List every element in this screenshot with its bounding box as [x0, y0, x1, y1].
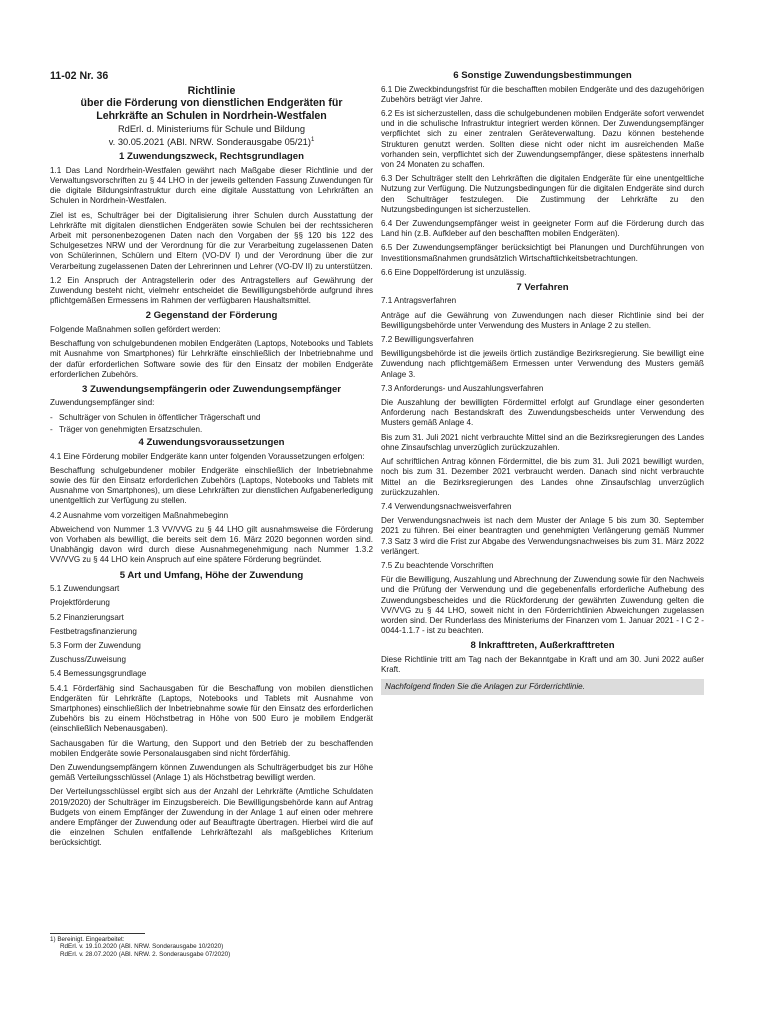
paragraph: 7.5 Zu beachtende Vorschriften	[381, 560, 494, 570]
paragraph: 5.4 Bemessungsgrundlage	[50, 669, 147, 679]
paragraph: 7.1 Antragsverfahren	[381, 296, 457, 306]
paragraph: 1.2 Ein Anspruch der Antragstellerin oder des Antragstellers auf Gewährung der Zuwendung besteht nicht, vielmehr entscheidet die Bewilligungsbehörde aufgrund ihres pflichtgemäßen Ermessens im Rahmen der verfügbaren Haushaltsmittel.	[50, 275, 373, 306]
paragraph: 5.3 Form der Zuwendung	[50, 640, 141, 650]
subtitle-line: RdErl. d. Ministeriums für Schule und Bildung	[117, 124, 306, 135]
paragraph: Abweichend von Nummer 1.3 VV/VVG zu § 44 LHO gilt ausnahmsweise die Förderung von Vorhaben als bewilligt, die bereits seit dem 16. März 2020 begonnen worden sind. Unabhängig davon wird durch diese Ausnahmegenehmigung nach Nummer 1.3.2 VV/VVG zu § 44 LHO kein Anspruch auf eine spätere Förderung begründet.	[50, 524, 373, 565]
section-heading: 4 Zuwendungsvoraussetzungen	[138, 437, 285, 449]
footnote-line: RdErl. v. 28.07.2020 (ABl. NRW. 2. Sonderausgabe 07/2020)	[60, 950, 231, 958]
paragraph: 6.1 Die Zweckbindungsfrist für die beschafften mobilen Endgeräte und des dazugehörigen Zubehörs beträgt vier Jahre.	[381, 84, 704, 104]
paragraph: Festbetragsfinanzierung	[50, 626, 137, 636]
section-heading: 5 Art und Umfang, Höhe der Zuwendung	[119, 569, 304, 581]
paragraph: Die Auszahlung der bewilligten Fördermittel erfolgt auf Grundlage einer gesonderten Anforderung nach Bestandskraft des Zuwendungsbescheids unter Verwendung des Musters gemäß Anlage 4.	[381, 398, 704, 428]
section-heading: 8 Inkrafttreten, Außerkrafttreten	[470, 640, 615, 652]
paragraph: Zuwendungsempfänger sind:	[50, 398, 155, 408]
paragraph: Ziel ist es, Schulträger bei der Digitalisierung ihrer Schulen durch Ausstattung der Lehrkräfte mit digitalen dienstlichen Endgeräten sowie Schulen bei der rechtssicheren Arbeit mit personenbezogenen Daten nach den Vorgaben der §§ 120 bis 122 des Schulgesetzes NRW und der Verordnung für die zur Verarbeitung zugelassenen Daten von Schülerinnen, Schülern und Eltern (VO-DV I) und der Verordnung über die zur Verarbeitung zugelassenen Daten der Lehrerinnen und Lehrer (VO-DV II) zu unterstützen.	[50, 210, 373, 271]
paragraph: 1.1 Das Land Nordrhein-Westfalen gewährt nach Maßgabe dieser Richtlinie und der Verwaltungsvorschriften zu § 44 LHO in der jeweils geltenden Fassung Zuwendungen für die digitale Bildungsinfrastruktur durch eine digitale Ausstattung von Lehrkräften an Schulen in Nordrhein-Westfalen.	[50, 165, 373, 206]
paragraph: 7.4 Verwendungsnachweisverfahren	[381, 501, 512, 511]
annex-note-box: Nachfolgend finden Sie die Anlagen zur Förderrichtlinie.	[381, 679, 704, 695]
paragraph: Der Verwendungsnachweis ist nach dem Muster der Anlage 5 bis zum 30. September 2021 zu führen. Bei einer beantragten und genehmigten Verlängerung gemäß Nummer 7.3 Satz 3 wird die Frist zur Abgabe des Verwendungsnachweises bis zum 31. März 2022 verlängert.	[381, 516, 704, 556]
paragraph: 5.4.1 Förderfähig sind Sachausgaben für die Beschaffung von mobilen dienstlichen Endgeräten für Lehrkräfte (Laptops, Notebooks und Tablets mit Ausnahme von Smartphones) einschließlich der Inbetriebnahme sowie für den Einsatz des erforderlichen Zubehörs bis zu einem Höchstbetrag in Höhe von 500 Euro je mobilem Endgerät (einschließlich Nebenausgaben).	[50, 683, 373, 734]
paragraph: 5.1 Zuwendungsart	[50, 584, 120, 594]
paragraph: Projektförderung	[50, 598, 110, 608]
paragraph: Bis zum 31. Juli 2021 nicht verbrauchte Mittel sind an die Bezirksregierungen des Landes ohne Zinsaufschlag unverzüglich zurückzuzahlen.	[381, 432, 704, 452]
paragraph: 6.3 Der Schulträger stellt den Lehrkräften die digitalen Endgeräte für eine unentgeltliche Nutzung zur Verfügung. Die Nutzungsbedingungen für die digitalen Endgeräte sind durch den Schulträger festzulegen. Die Zustimmung der Lehrkräfte zu den Nutzungsbedingungen ist sicherzustellen.	[381, 174, 704, 214]
paragraph: Diese Richtlinie tritt am Tag nach der Bekanntgabe in Kraft und am 30. Juni 2022 außer Kraft.	[381, 654, 704, 675]
footnote-divider	[50, 933, 145, 934]
paragraph: 4.1 Eine Förderung mobiler Endgeräte kann unter folgenden Voraussetzungen erfolgen:	[50, 451, 365, 461]
document-title-line: über die Förderung von dienstlichen Endgeräten für	[80, 97, 343, 110]
paragraph: 5.2 Finanzierungsart	[50, 612, 124, 622]
footnote-line: 1) Bereinigt. Eingearbeitet:	[50, 936, 125, 943]
footnote-line: RdErl. v. 19.10.2020 (ABl. NRW. Sonderausgabe 10/2020)	[60, 943, 224, 951]
paragraph: Zuschuss/Zuweisung	[50, 655, 127, 665]
paragraph: 6.2 Es ist sicherzustellen, dass die schulgebundenen mobilen Endgeräte sofort verwendet und in die schulische Infrastruktur integriert werden können. Der Zuwendungsempfänger verpflichtet sich zu einer zentralen Geräteverwaltung. Dazu können bestehende Strukturen genutzt werden. Sollten diese nicht oder nicht im ausreichenden Maße vorhanden sein, verpflichtet sich der Zuwendungsempfänger, diese spätestens innerhalb von 24 Monaten zu schaffen.	[381, 108, 704, 169]
paragraph: Beschaffung schulgebundener mobiler Endgeräte einschließlich der Inbetriebnahme sowie des für den Einsatz erforderlichen Zubehörs (Laptops, Notebooks und Tablets mit Ausnahme von Smartphones), um diese Lehrkräften zur dienstlichen Aufgabenerledigung unentgeltlich zur Verfügung zu stellen.	[50, 465, 373, 506]
issue-number: 11-02 Nr. 36	[50, 70, 109, 82]
paragraph: 7.3 Anforderungs- und Auszahlungsverfahren	[381, 383, 544, 393]
subtitle-line: v. 30.05.2021 (ABl. NRW. Sonderausgabe 05/21)	[108, 137, 311, 148]
paragraph: Folgende Maßnahmen sollen gefördert werden:	[50, 324, 221, 334]
paragraph: Der Verteilungsschlüssel ergibt sich aus der Anzahl der Lehrkräfte (Amtliche Schuldaten 2019/2020) der Schulträger im Einzugsbereich. Die Bewilligungsbehörde kann auf Antrag Budgets von einem Empfänger der Zuwendung in der Anlage 1 auf einen oder mehrere andere Empfänger der Zuwendung oder auf Beauftragte übertragen. Hierbei wird die auf die einzelnen Schulen entfallende Lehrkräftezahl als maßgebliches Kriterium berücksichtigt.	[50, 787, 373, 848]
document-title-line: Lehrkräfte an Schulen in Nordrhein-Westfalen	[96, 109, 327, 122]
paragraph: 4.2 Ausnahme vom vorzeitigen Maßnahmebeginn	[50, 510, 229, 520]
document-title-line: Richtlinie	[187, 85, 236, 97]
footnote	[50, 933, 373, 958]
right-column	[381, 70, 704, 695]
paragraph: Sachausgaben für die Wartung, den Support und den Betrieb der zu beschaffenden mobilen Endgeräte sowie Personalausgaben sind nicht förderfähig.	[50, 738, 373, 758]
list-item: - Schulträger von Schulen in öffentlicher Trägerschaft und	[50, 413, 373, 423]
section-heading: 2 Gegenstand der Förderung	[145, 310, 278, 322]
paragraph: 6.6 Eine Doppelförderung ist unzulässig.	[381, 267, 527, 277]
list-item: - Träger von genehmigten Ersatzschulen.	[50, 425, 373, 435]
section-heading: 7 Verfahren	[516, 281, 569, 293]
paragraph: 7.2 Bewilligungsverfahren	[381, 335, 474, 345]
paragraph: Anträge auf die Gewährung von Zuwendungen nach dieser Richtlinie sind bei der Bewilligungsbehörde unter Verwendung des Musters in Anlage 2 zu stellen.	[381, 310, 704, 330]
document-subtitle	[50, 124, 373, 148]
paragraph: 6.4 Der Zuwendungsempfänger weist in geeigneter Form auf die Förderung durch das Land hin (z.B. Aufkleber auf den beschafften mobilen Endgeräten).	[381, 218, 704, 239]
footnote-marker: 1	[310, 137, 315, 144]
left-column	[50, 70, 373, 853]
section-heading: 3 Zuwendungsempfängerin oder Zuwendungsempfänger	[81, 383, 342, 395]
paragraph: Auf schriftlichen Antrag können Fördermittel, die bis zum 31. Juli 2021 bewilligt wurden, noch bis zum 31. Dezember 2021 verbraucht werden. Danach sind nicht verbrauchte Mittel an die Bezirksregierungen des Landes ohne Zinsaufschlag unverzüglich zurückzuzahlen.	[381, 457, 704, 497]
paragraph: Für die Bewilligung, Auszahlung und Abrechnung der Zuwendung sowie für den Nachweis und die Prüfung der Verwendung und die gegebenenfalls erforderliche Aufhebung des Zuwendungsbescheides und die Rückforderung der gewährten Zuwendung gelten die VV/VVG zu § 44 LHO, soweit nicht in den Förderrichtlinien Abweichungen zugelassen worden sind. Der Runderlass des Ministeriums der Finanzen vom 1. Januar 2021 - I C 2 - 0044-1.1.7 - ist zu beachten.	[381, 575, 704, 636]
section-heading: 1 Zuwendungszweck, Rechtsgrundlagen	[119, 151, 304, 163]
paragraph: Beschaffung von schulgebundenen mobilen Endgeräten (Laptops, Notebooks und Tablets mit Ausnahme von Smartphones) für Lehrkräfte einschließlich der Inbetriebnahme und der dafür erforderlichen Software sowie des für den Einsatz der mobilen Endgeräte erforderlichen Zubehörs.	[50, 339, 373, 379]
paragraph: Bewilligungsbehörde ist die jeweils örtlich zuständige Bezirksregierung. Sie bewilligt eine Zuwendung nach pflichtgemäßem Ermessen unter Verwendung des Musters gemäß Anlage 3.	[381, 349, 704, 379]
paragraph: 6.5 Der Zuwendungsempfänger berücksichtigt bei Planungen und Durchführungen von Investitionsmaßnahmen grundsätzlich Wirtschaftlichkeitsbetrachtungen.	[381, 243, 704, 263]
paragraph: Den Zuwendungsempfängern können Zuwendungen als Schulträgerbudget bis zur Höhe gemäß Verteilungsschlüssel (Anlage 1) als Höchstbetrag bewilligt werden.	[50, 762, 373, 783]
section-heading: 6 Sonstige Zuwendungsbestimmungen	[453, 70, 632, 81]
